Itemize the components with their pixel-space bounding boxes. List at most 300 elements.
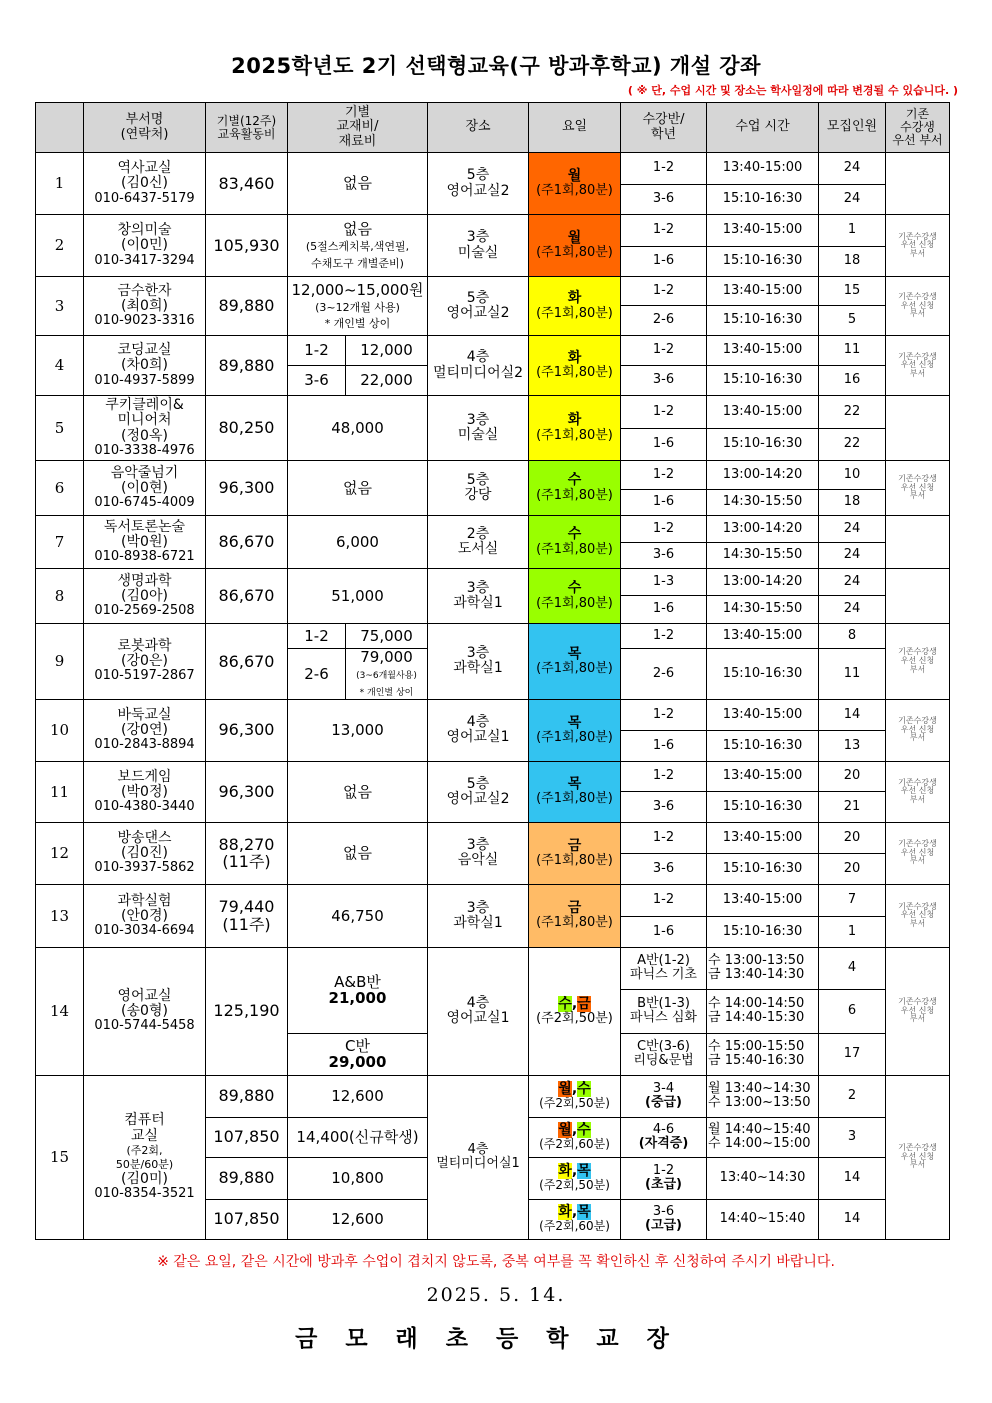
contact-phone: 010-5744-5458 xyxy=(94,1018,195,1034)
place-text: 4층 영어교실1 xyxy=(446,995,510,1027)
session-grade-cell xyxy=(621,1117,707,1157)
session-count: 11 xyxy=(819,649,886,700)
fee-cell xyxy=(206,761,288,822)
session-grade: 1-2 xyxy=(621,215,707,247)
row-number: 9 xyxy=(36,624,84,700)
session-time: 15:10-16:30 xyxy=(707,730,819,761)
course-name: 보드게임 xyxy=(117,768,172,785)
material-cell xyxy=(288,947,428,1033)
course-name: 코딩교실 xyxy=(117,342,172,359)
session-time: 15:10-16:30 xyxy=(707,185,819,215)
material-cell xyxy=(288,761,428,822)
place-text: 3층 음악실 xyxy=(457,837,499,869)
course-name-cell xyxy=(84,336,206,396)
day-cell xyxy=(529,1117,621,1157)
day-frequency: (주1회,80분) xyxy=(536,791,613,807)
session-count: 24 xyxy=(819,569,886,596)
session-time: 15:10-16:30 xyxy=(707,306,819,336)
session-time: 금 15:40-16:30 xyxy=(708,1053,805,1069)
session-grade: 3-6 xyxy=(621,791,707,822)
contact-phone: 010-3417-3294 xyxy=(94,252,195,268)
fee-cell xyxy=(206,516,288,569)
place-text: 4층 멀티미디어실1 xyxy=(436,1142,520,1172)
table-row xyxy=(36,461,950,490)
day-frequency: (주1회,80분) xyxy=(536,245,613,261)
session-time: 수 13:00-13:50 xyxy=(708,953,805,969)
day-cell xyxy=(529,624,621,700)
contact-phone: 010-6437-5179 xyxy=(94,190,195,206)
fee-amount: 105,930 xyxy=(213,235,280,255)
day-separator: , xyxy=(571,1203,578,1220)
row-number: 6 xyxy=(36,461,84,516)
session-count: 13 xyxy=(819,730,886,761)
fee-amount: 86,670 xyxy=(218,651,275,671)
place-cell xyxy=(428,277,529,336)
day-frequency: (주1회,80분) xyxy=(536,541,613,557)
session-time-cell xyxy=(707,1075,819,1117)
place-cell xyxy=(428,569,529,624)
session-grade: 3-6 xyxy=(621,543,707,569)
session-count: 24 xyxy=(819,185,886,215)
course-table xyxy=(35,102,950,1240)
header-count: 모집인원 xyxy=(819,103,886,153)
header-day: 요일 xyxy=(529,103,621,153)
session-grade: 1-6 xyxy=(621,730,707,761)
day-frequency: (주2회,60분) xyxy=(539,1218,610,1233)
place-text: 5층 영어교실2 xyxy=(446,167,510,199)
material-cell xyxy=(288,215,428,277)
teacher-name: (강0연) xyxy=(121,722,168,739)
priority-cell xyxy=(886,569,950,624)
course-name: 창의미술 xyxy=(117,222,172,239)
fee-cell xyxy=(206,153,288,215)
day-name: 수 xyxy=(567,580,582,597)
contact-phone: 010-8938-6721 xyxy=(94,549,195,565)
table-header-row xyxy=(36,103,950,153)
fee-amount: 86,670 xyxy=(218,586,275,606)
priority-text: 기존수강생 우선 신청 부서 xyxy=(898,231,937,258)
day-cell xyxy=(529,215,621,277)
priority-cell xyxy=(886,215,950,277)
teacher-name: (안0경) xyxy=(121,907,168,924)
session-level: (자격증) xyxy=(638,1136,689,1152)
contact-phone: 010-5197-2867 xyxy=(94,668,195,684)
material-amount: 51,000 xyxy=(331,586,384,605)
place-text: 2층 도서실 xyxy=(457,525,499,557)
material-amount: 13,000 xyxy=(331,721,384,740)
session-count: 20 xyxy=(819,822,886,853)
material-cell xyxy=(288,1033,428,1075)
place-text: 3층 과학실1 xyxy=(453,579,503,611)
session-grade: 1-6 xyxy=(621,596,707,624)
material-note: (5절스케치북,색연필, 수채도구 개별준비) xyxy=(305,240,410,270)
row-number: 8 xyxy=(36,569,84,624)
material-cell xyxy=(288,461,428,516)
teacher-name: (박0정) xyxy=(121,783,168,800)
row-number: 4 xyxy=(36,336,84,396)
table-row xyxy=(36,822,950,853)
day-cell xyxy=(529,396,621,461)
day-frequency: (주1회,80분) xyxy=(536,183,613,199)
place-cell xyxy=(428,336,529,396)
teacher-name: (차0희) xyxy=(121,357,168,374)
session-level: 파닉스 기초 xyxy=(630,967,697,983)
place-text: 5층 영어교실2 xyxy=(446,289,510,321)
day-name: 목 xyxy=(567,776,582,793)
course-name-cell xyxy=(84,761,206,822)
day-cell xyxy=(529,884,621,947)
material-amount: 10,800 xyxy=(288,1157,428,1199)
session-grade: 1-6 xyxy=(621,916,707,947)
material-cell xyxy=(288,699,428,761)
fee-cell xyxy=(206,699,288,761)
session-grade-cell xyxy=(621,1033,707,1075)
priority-text: 기존수강생 우선 신청 부서 xyxy=(898,839,937,866)
session-grade-cell xyxy=(621,989,707,1033)
fee-amount: 80,250 xyxy=(218,418,275,438)
place-cell xyxy=(428,822,529,884)
fee-cell xyxy=(206,336,288,396)
session-level: 파닉스 심화 xyxy=(630,1010,697,1026)
table-row xyxy=(36,1075,950,1117)
day-frequency: (주1회,80분) xyxy=(536,487,613,503)
table-row xyxy=(36,336,950,366)
session-grade: 1-2 xyxy=(621,884,707,916)
table-row xyxy=(36,569,950,596)
priority-text: 기존수강생 우선 신청 부서 xyxy=(898,647,937,674)
material-amount: 없음 xyxy=(343,844,372,863)
fee-amount: 89,880 xyxy=(218,355,275,375)
material-amount: 46,750 xyxy=(331,906,384,925)
day-cell xyxy=(529,761,621,822)
session-count: 4 xyxy=(819,947,886,989)
day-cell xyxy=(529,336,621,396)
row-number: 12 xyxy=(36,822,84,884)
table-row xyxy=(36,884,950,916)
day-frequency: (주1회,80분) xyxy=(536,852,613,868)
fee-amount: 89,880 xyxy=(218,296,275,316)
session-count: 24 xyxy=(819,596,886,624)
row-number: 13 xyxy=(36,884,84,947)
session-grade: 3-6 xyxy=(621,366,707,396)
day-separator: , xyxy=(571,1080,578,1097)
session-count: 24 xyxy=(819,516,886,543)
session-time: 금 13:40-14:30 xyxy=(708,967,805,983)
day-cell xyxy=(529,277,621,336)
fee-cell xyxy=(206,569,288,624)
session-grade-cell xyxy=(621,947,707,989)
issue-date: 2025. 5. 14. xyxy=(426,1284,566,1306)
priority-text: 기존수강생 우선 신청 부서 xyxy=(898,997,937,1024)
principal-signature: 금모래초등학교장 xyxy=(295,1325,697,1352)
session-grade: 1-6 xyxy=(621,490,707,516)
session-time: 13:40-15:00 xyxy=(707,215,819,247)
day-cell xyxy=(529,153,621,215)
session-level: (초급) xyxy=(645,1177,682,1193)
material-grade: 3-6 xyxy=(288,366,346,396)
day-frequency: (주1회,80분) xyxy=(536,915,613,931)
row-number: 3 xyxy=(36,277,84,336)
day-cell xyxy=(529,947,621,1075)
session-time: 15:10-16:30 xyxy=(707,916,819,947)
session-time: 14:30-15:50 xyxy=(707,596,819,624)
material-amount: 6,000 xyxy=(336,532,379,551)
teacher-name: (강0은) xyxy=(121,653,168,670)
priority-cell xyxy=(886,699,950,761)
material-amount: 12,600 xyxy=(288,1199,428,1239)
session-time: 14:40~15:40 xyxy=(719,1211,806,1227)
session-grade: 3-6 xyxy=(621,853,707,884)
header-priority: 기존 수강생 우선 부서 xyxy=(886,103,950,153)
course-name: 과학실험 xyxy=(117,892,172,909)
place-cell xyxy=(428,516,529,569)
material-note: * 개인별 상이 xyxy=(324,317,391,331)
place-cell xyxy=(428,1075,529,1239)
course-name: 바둑교실 xyxy=(117,707,172,723)
session-grade: 1-2 xyxy=(621,153,707,185)
fee-cell xyxy=(206,822,288,884)
course-name: 독서토론논술 xyxy=(103,518,186,535)
course-name-cell xyxy=(84,461,206,516)
course-name-cell xyxy=(84,277,206,336)
session-grade: 3-4 xyxy=(652,1081,675,1097)
session-grade: 1-6 xyxy=(621,247,707,277)
day-cell xyxy=(529,569,621,624)
table-row xyxy=(36,761,950,791)
day-name: 화 xyxy=(567,349,582,366)
teacher-name: (최0희) xyxy=(121,297,168,314)
day-frequency: (주1회,80분) xyxy=(536,729,613,745)
place-text: 3층 미술실 xyxy=(457,229,499,261)
header-place: 장소 xyxy=(428,103,529,153)
session-time: 14:30-15:50 xyxy=(707,543,819,569)
priority-cell xyxy=(886,461,950,516)
course-name-cell xyxy=(84,569,206,624)
session-time: 15:10-16:30 xyxy=(707,366,819,396)
session-time: 13:40-15:00 xyxy=(707,699,819,730)
header-time: 수업 시간 xyxy=(707,103,819,153)
day-frequency: (주1회,80분) xyxy=(536,660,613,676)
row-number: 14 xyxy=(36,947,84,1075)
fee-amount: 89,880 xyxy=(206,1157,288,1199)
day-name: 목 xyxy=(567,714,582,731)
day-name: 화 xyxy=(558,1203,572,1220)
place-cell xyxy=(428,761,529,822)
priority-text: 기존수강생 우선 신청 부서 xyxy=(898,474,937,501)
course-name: 로봇과학 xyxy=(117,638,172,655)
session-grade: 4-6 xyxy=(652,1122,675,1138)
day-name: 금 xyxy=(577,995,591,1012)
course-name: 금수한자 xyxy=(117,282,172,299)
table-row xyxy=(36,153,950,185)
material-note: (3~6개월사용) xyxy=(356,671,417,682)
session-grade: 1-2 xyxy=(621,396,707,429)
place-text: 3층 과학실1 xyxy=(453,645,503,677)
day-name: 화 xyxy=(567,290,582,307)
course-name: 음악줄넘기 xyxy=(110,464,179,481)
day-separator: , xyxy=(571,995,578,1012)
teacher-name: (정0옥) xyxy=(121,427,168,444)
table-row xyxy=(36,516,950,543)
session-time: 15:10-16:30 xyxy=(707,247,819,277)
place-text: 4층 멀티미디어실2 xyxy=(432,349,524,381)
row-number: 5 xyxy=(36,396,84,461)
material-note: (3~12개월 사용) xyxy=(315,300,400,314)
session-time: 수 15:00-15:50 xyxy=(708,1039,805,1055)
day-name: 월 xyxy=(558,1080,572,1097)
material-class: C반 xyxy=(345,1036,370,1055)
session-count: 24 xyxy=(819,153,886,185)
fee-amount: 83,460 xyxy=(218,173,275,193)
day-frequency: (주2회,50분) xyxy=(539,1177,610,1192)
session-count: 17 xyxy=(819,1033,886,1075)
teacher-name: (송0형) xyxy=(121,1003,168,1020)
course-name: 역사교실 xyxy=(117,160,172,177)
session-time: 월 13:40~14:30 xyxy=(708,1081,811,1097)
session-time: 13:40-15:00 xyxy=(707,396,819,429)
session-level: (중급) xyxy=(645,1095,682,1111)
day-separator: , xyxy=(571,1162,578,1179)
teacher-name: (김0신) xyxy=(121,175,168,192)
priority-text: 기존수강생 우선 신청 부서 xyxy=(898,351,937,378)
course-name-cell xyxy=(84,624,206,700)
priority-cell xyxy=(886,884,950,947)
material-amount: 14,400(신규학생) xyxy=(288,1117,428,1157)
session-grade: A반(1-2) xyxy=(637,953,690,969)
contact-phone: 010-3034-6694 xyxy=(94,922,195,938)
session-count: 1 xyxy=(819,916,886,947)
material-grade: 1-2 xyxy=(288,336,346,366)
course-name-cell xyxy=(84,516,206,569)
session-time: 13:40-15:00 xyxy=(707,336,819,366)
place-cell xyxy=(428,947,529,1075)
course-name-cell xyxy=(84,699,206,761)
place-cell xyxy=(428,153,529,215)
material-amount: 29,000 xyxy=(328,1053,387,1072)
course-name: 생명과학 xyxy=(117,572,172,589)
material-amount: 없음 xyxy=(343,220,372,239)
day-name: 월 xyxy=(567,229,582,246)
priority-cell xyxy=(886,947,950,1075)
session-time: 13:40-15:00 xyxy=(707,624,819,649)
session-time: 수 13:00~13:50 xyxy=(708,1095,811,1111)
session-time: 13:00-14:20 xyxy=(707,569,819,596)
header-fee: 기별(12주) 교육활동비 xyxy=(206,103,288,153)
session-count: 6 xyxy=(819,989,886,1033)
session-count: 8 xyxy=(819,624,886,649)
session-time: 13:40-15:00 xyxy=(707,884,819,916)
header-no xyxy=(36,103,84,153)
priority-cell xyxy=(886,396,950,461)
place-cell xyxy=(428,396,529,461)
contact-phone: 010-3338-4976 xyxy=(94,442,195,458)
session-level: 리딩&문법 xyxy=(633,1053,694,1069)
priority-text: 기존수강생 우선 신청 부서 xyxy=(898,1143,937,1170)
day-cell xyxy=(529,461,621,516)
day-frequency: (주1회,80분) xyxy=(536,427,613,443)
place-text: 5층 영어교실2 xyxy=(446,775,510,807)
day-cell xyxy=(529,1199,621,1239)
table-row xyxy=(36,699,950,730)
row-number: 2 xyxy=(36,215,84,277)
material-cell xyxy=(288,396,428,461)
material-amount: 21,000 xyxy=(328,989,387,1008)
fee-amount: 96,300 xyxy=(218,478,275,498)
day-name: 화 xyxy=(558,1162,572,1179)
material-grade: 2-6 xyxy=(288,649,346,700)
session-count: 2 xyxy=(819,1075,886,1117)
fee-amount: 96,300 xyxy=(218,720,275,740)
priority-cell xyxy=(886,761,950,822)
place-cell xyxy=(428,699,529,761)
header-grade: 수강반/ 학년 xyxy=(621,103,707,153)
table-row xyxy=(36,277,950,306)
session-grade: 1-3 xyxy=(621,569,707,596)
session-time: 15:10-16:30 xyxy=(707,429,819,461)
day-cell xyxy=(529,699,621,761)
course-note: (주2회, 50분/60분) xyxy=(115,1143,174,1171)
course-name-cell xyxy=(84,215,206,277)
day-name: 월 xyxy=(558,1121,572,1138)
session-count: 3 xyxy=(819,1117,886,1157)
session-time: 13:40-15:00 xyxy=(707,153,819,185)
priority-cell xyxy=(886,336,950,396)
session-count: 10 xyxy=(819,461,886,490)
session-count: 18 xyxy=(819,247,886,277)
session-time-cell xyxy=(707,1199,819,1239)
material-note: * 개인별 상이 xyxy=(359,687,414,698)
material-amount: 22,000 xyxy=(360,371,413,390)
session-time: 13:40-15:00 xyxy=(707,822,819,853)
material-amount: 없음 xyxy=(343,174,372,193)
material-amount: 48,000 xyxy=(331,418,384,437)
material-cell xyxy=(288,153,428,215)
session-count: 5 xyxy=(819,306,886,336)
day-name: 화 xyxy=(567,412,582,429)
place-cell xyxy=(428,884,529,947)
day-frequency: (주2회,60분) xyxy=(539,1136,610,1151)
material-amount: 없음 xyxy=(343,782,372,801)
day-cell xyxy=(529,1075,621,1117)
session-count: 14 xyxy=(819,1199,886,1239)
teacher-name: (김0아) xyxy=(121,587,168,604)
table-row xyxy=(36,624,950,649)
fee-cell xyxy=(206,277,288,336)
session-count: 14 xyxy=(819,1157,886,1199)
priority-text: 기존수강생 우선 신청 부서 xyxy=(898,777,937,804)
day-frequency: (주1회,80분) xyxy=(536,595,613,611)
day-frequency: (주1회,80분) xyxy=(536,305,613,321)
session-grade: 1-2 xyxy=(621,822,707,853)
place-cell xyxy=(428,624,529,700)
teacher-name: (박0원) xyxy=(121,533,168,550)
session-count: 18 xyxy=(819,490,886,516)
session-grade-cell xyxy=(621,1075,707,1117)
course-name: 영어교실 xyxy=(117,988,172,1004)
day-name: 목 xyxy=(577,1162,591,1179)
session-time: 13:40-15:00 xyxy=(707,277,819,306)
table-row xyxy=(36,396,950,429)
fee-amount: 86,670 xyxy=(218,532,275,552)
course-name: 방송댄스 xyxy=(117,830,172,846)
session-grade: 1-2 xyxy=(621,336,707,366)
course-name-cell xyxy=(84,884,206,947)
contact-phone: 010-3937-5862 xyxy=(94,860,195,876)
footer-notice: ※ 같은 요일, 같은 시간에 방과후 수업이 겹치지 않도록, 중복 여부를 꼭 확인하신 후 신청하여 주시기 바랍니다. xyxy=(157,1254,835,1270)
session-time: 수 14:00~15:00 xyxy=(708,1136,811,1152)
session-grade: 1-2 xyxy=(621,277,707,306)
day-name: 월 xyxy=(567,167,582,184)
